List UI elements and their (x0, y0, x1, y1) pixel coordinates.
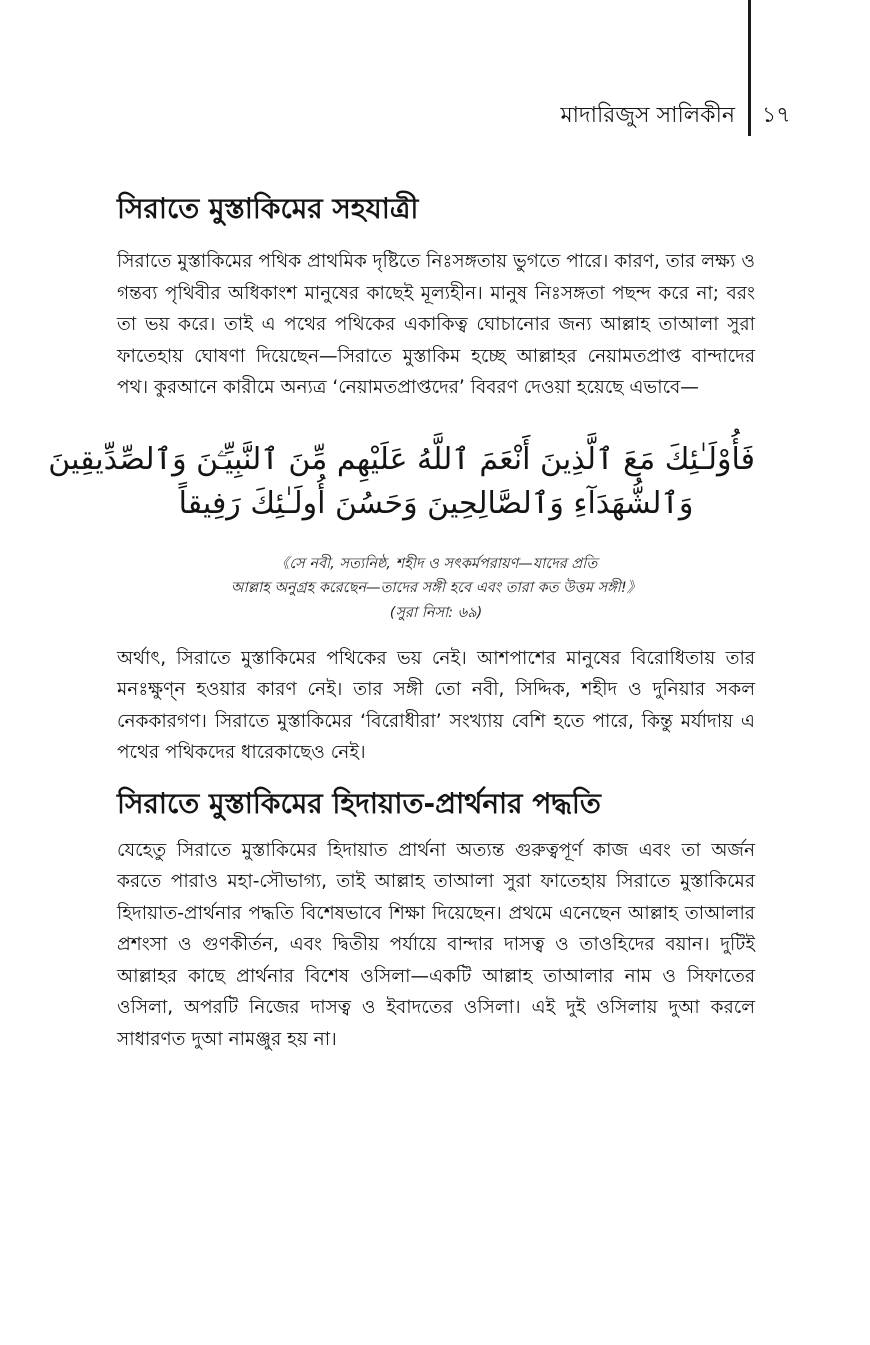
section-heading-method: সিরাতে মুস্তাকিমের হিদায়াত-প্রার্থনার পদ্ধতি (117, 786, 601, 820)
verse-reference: (সুরা নিসা: ৬৯) (389, 604, 483, 621)
section-heading-companions: সিরাতে মুস্তাকিমের সহযাত্রী (117, 192, 419, 225)
verse-line: فَأُوْلَـٰئِكَ مَعَ ٱلَّذِينَ أَنْعَمَ ٱللَّهُ عَلَيْهِم مِّنَ ٱلنَّبِيِّـۧنَ وَٱلصِّدِّيقِينَ (48, 441, 755, 477)
body-paragraph: যেহেতু সিরাতে মুস্তাকিমের হিদায়াত প্রার্থনা অত্যন্ত গুরুত্বপূর্ণ কাজ এবং তা অর্জন করতে পারাও মহা-সৌভাগ্য, তাই আল্লাহ তাআলা সুরা ফাতেহায় সিরাতে মুস্তাকিমের হিদায়াত-প্রার্থনার পদ্ধতি বিশেষভাবে শিক্ষা দিয়েছেন। প্রথমে এনেছেন আল্লাহ তাআলার প্রশংসা ও গুণকীর্তন, এবং দ্বিতীয় পর্যায়ে বান্দার দাসত্ব ও তাওহিদের বয়ান। দুটিই আল্লাহর কাছে প্রার্থনার বিশেষ ওসিলা—একটি আল্লাহ তাআলার নাম ও সিফাতের ওসিলা, অপরটি নিজের দাসত্ব ও ইবাদতের ওসিলা। এই দুই ওসিলায় দুআ করলে সাধারণত দুআ নামঞ্জুর হয় না। (117, 839, 755, 1050)
translation-line: 《সে নবী, সত্যনিষ্ঠ, শহীদ ও সৎকর্মপরায়ণ—যাদের প্রতি (274, 555, 598, 572)
page-content (48, 190, 755, 1055)
translation-line: আল্লাহ অনুগ্রহ করেছেন—তাদের সঙ্গী হবে এবং তারা কত উত্তম সঙ্গী!》 (230, 579, 642, 596)
verse-line: وَٱلشُّهَدَآءِ وَٱلصَّالِحِينَ وَحَسُنَ أُولَـٰئِكَ رَفِيقاً (178, 485, 694, 521)
page-number: ১৭ (762, 103, 791, 128)
quran-verse (48, 438, 755, 526)
verse-translation (117, 552, 755, 625)
header-divider (748, 0, 751, 136)
body-paragraph: সিরাতে মুস্তাকিমের পথিক প্রাথমিক দৃষ্টিতে নিঃসঙ্গতায় ভুগতে পারে। কারণ, তার লক্ষ্য ও গন্তব্য পৃথিবীর অধিকাংশ মানুষের কাছেই মূল্যহীন। মানুষ নিঃসঙ্গতা পছন্দ করে না; বরং তা ভয় করে। তাই এ পথের পথিকের একাকিত্ব ঘোচানোর জন্য আল্লাহ তাআলা সুরা ফাতেহায় ঘোষণা দিয়েছেন—সিরাতে মুস্তাকিম হচ্ছে আল্লাহর নেয়ামতপ্রাপ্ত বান্দাদের পথ। কুরআনে কারীমে অন্যত্র ‘নেয়ামতপ্রাপ্তদের’ বিবরণ দেওয়া হয়েছে এভাবে— (117, 251, 755, 398)
body-paragraph: অর্থাৎ, সিরাতে মুস্তাকিমের পথিকের ভয় নেই। আশপাশের মানুষের বিরোধিতায় তার মনঃক্ষুণ্ন হওয়ার কারণ নেই। তার সঙ্গী তো নবী, সিদ্দিক, শহীদ ও দুনিয়ার সকল নেককারগণ। সিরাতে মুস্তাকিমের ‘বিরোধীরা’ সংখ্যায় বেশি হতে পারে, কিন্তু মর্যাদায় এ পথের পথিকদের ধারেকাছেও নেই। (117, 647, 755, 763)
running-header-title: মাদারিজুস সালিকীন (560, 103, 735, 128)
